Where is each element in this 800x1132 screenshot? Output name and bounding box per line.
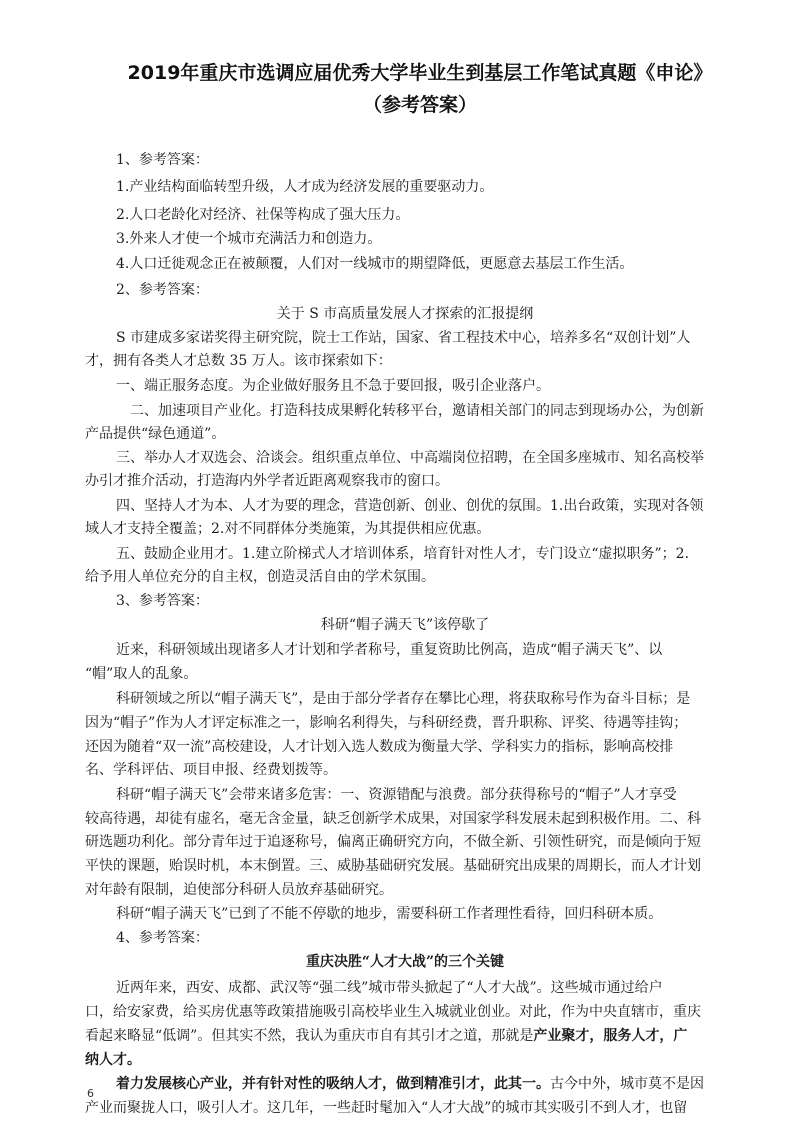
- paragraph-line: 对年龄有限制，迫使部分科研人员放弃基础研究。: [85, 882, 393, 898]
- paragraph-line: 产品提供“绿色通道”。: [85, 426, 226, 442]
- bold-emphasis: 着力发展核心产业，并有针对性的吸纳人才，做到精准引才，此其一。: [116, 1076, 550, 1092]
- paragraph-line: 给予用人单位充分的自主权，创造灵活自由的学术氛围。: [85, 569, 435, 585]
- bold-emphasis: 产业聚才，服务人才，广: [533, 1028, 688, 1044]
- paragraph-line: 研选题功利化。部分青年过于追逐称号，偏离正确研究方向，不做全新、引领性研究，而是倾向于短: [85, 834, 701, 850]
- paragraph-line: 科研“帽子满天飞”会带来诸多危害：一、资源错配与浪费。部分获得称号的“帽子”人才享受: [116, 787, 677, 803]
- answer-line: 4.人口迁徙观念正在被颠覆，人们对一线城市的期望降低，更愿意去基层工作生活。: [116, 256, 634, 272]
- document-subtitle: （参考答案）: [362, 94, 477, 116]
- paragraph-line: [85, 1026, 725, 1046]
- paragraph-line: 科研“帽子满天飞”已到了不能不停歇的地步，需要科研工作者理性看待，回归科研本质。: [116, 906, 663, 922]
- answer-line: 2.人口老龄化对经济、社保等构成了强大压力。: [116, 207, 410, 223]
- section-3-title: 科研“帽子满天飞”该停歇了: [320, 617, 490, 633]
- paragraph-line: 办引才推介活动，打造海内外学者近距离观察我市的窗口。: [85, 473, 449, 489]
- paragraph-text: 古今中外，城市莫不是因: [550, 1076, 704, 1092]
- paragraph-line: 还因为随着“双一流”高校建设，人才计划入选人数成为衡量大学、学科实力的指标，影响高校排: [85, 739, 674, 755]
- section-3-heading: 3、参考答案：: [116, 593, 209, 609]
- paragraph-line: [116, 1074, 726, 1094]
- section-1-heading: 1、参考答案：: [116, 152, 209, 168]
- page-number: 6: [87, 1087, 94, 1100]
- section-4-heading: 4、参考答案：: [116, 930, 209, 946]
- paragraph-line: 三、举办人才双选会、洽谈会。组织重点单位、中高端岗位招聘，在全国多座城市、知名高校举: [116, 450, 704, 466]
- paragraph-line: 因为“帽子”作为人才评定标准之一，影响名利得失，与科研经费，晋升职称、评奖、待遇等挂钩；: [85, 715, 688, 731]
- paragraph-line: 科研领域之所以“帽子满天飞”，是由于部分学者存在攀比心理，将获取称号作为奋斗目标；是: [116, 691, 691, 707]
- paragraph-line: 平快的课题，贻误时机，本末倒置。三、威胁基础研究发展。基础研究出成果的周期长，而人才计划: [85, 858, 701, 874]
- paragraph-line: 五、鼓励企业用才。1.建立阶梯式人才培训体系，培育针对性人才，专门设立“虚拟职务”；2.: [116, 546, 690, 562]
- paragraph-line: S 市建成多家诺奖得主研究院，院士工作站，国家、省工程技术中心，培养多名“双创计划”人: [116, 330, 691, 346]
- paragraph-line: 四、坚持人才为本、人才为要的理念，营造创新、创业、创优的氛围。1.出台政策，实现对各领: [116, 498, 704, 514]
- answer-line: 1.产业结构面临转型升级，人才成为经济发展的重要驱动力。: [116, 179, 494, 195]
- paragraph-line: 名、学科评估、项目申报、经费划拨等。: [85, 762, 337, 778]
- answer-line: 3.外来人才使一个城市充满活力和创造力。: [116, 231, 382, 247]
- paragraph-line: 域人才支持全覆盖；2.对不同群体分类施策，为其提供相应优惠。: [85, 521, 491, 537]
- paragraph-line: 一、端正服务态度。为企业做好服务且不急于要回报，吸引企业落户。: [116, 378, 550, 394]
- paragraph-line: “帽”取人的乱象。: [85, 666, 198, 682]
- paragraph-line: 才，拥有各类人才总数 35 万人。该市探索如下：: [85, 353, 392, 369]
- paragraph-line: 较高待遇，却徒有虚名，毫无含金量，缺乏创新学术成果，对国家学科发展未起到积极作用。二、科: [85, 811, 701, 827]
- section-2-heading: 2、参考答案：: [116, 282, 209, 298]
- paragraph-line: 口，给安家费，给买房优惠等政策措施吸引高校毕业生入城就业创业。对此，作为中央直辖市，重庆: [85, 1004, 701, 1020]
- document-title: 2019年重庆市选调应届优秀大学毕业生到基层工作笔试真题《申论》: [127, 62, 713, 84]
- paragraph-line: 产业而聚拢人口，吸引人才。这几年，一些赶时髦加入“人才大战”的城市其实吸引不到人才，也留: [85, 1100, 688, 1116]
- section-4-title: 重庆决胜“人才大战”的三个关键: [305, 954, 505, 970]
- paragraph-text: 看起来略显“低调”。但其实不然，我认为重庆市自有其引才之道，那就是: [85, 1028, 534, 1044]
- section-2-title: 关于 S 市高质量发展人才探索的汇报提纲: [276, 306, 534, 322]
- paragraph-line: 近来，科研领域出现诸多人才计划和学者称号，重复资助比例高，造成“帽子满天飞”、以: [116, 642, 663, 658]
- paragraph-line: 纳人才。: [85, 1052, 141, 1068]
- paragraph-line: 二、加速项目产业化。打造科技成果孵化转移平台，邀请相关部门的同志到现场办公，为创新: [130, 403, 704, 419]
- paragraph-line: 近两年来，西安、成都、武汉等“强二线”城市带头掀起了“人才大战”。这些城市通过给户: [116, 980, 663, 996]
